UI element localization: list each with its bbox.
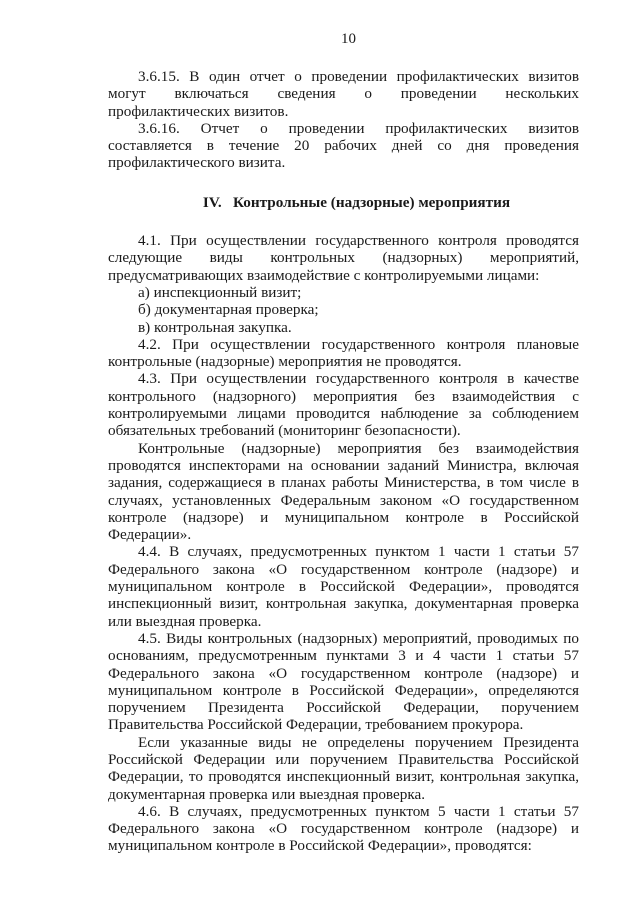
list-item: в) контрольная закупка.: [138, 318, 292, 336]
paragraph-3-6-15: 3.6.15. В один отчет о проведении профилактических визитов могут включаться сведения о проведении нескольких профилактических визитов.: [108, 68, 579, 120]
paragraph-4-5-continued: Если указанные виды не определены поручением Президента Российской Федерации или поручением Правительства Российской Федерации, то проводятся инспекционный визит, контрольная закупка, документарная проверка или выездная проверка.: [108, 733, 579, 803]
paragraph-4-1: 4.1. При осуществлении государственного контроля проводятся следующие виды контрольных (надзорных) мероприятий, предусматривающих взаимодействие с контролируемыми лицами:: [108, 232, 579, 284]
paragraph-4-2: 4.2. При осуществлении государственного контроля плановые контрольные (надзорные) мероприятия не проводятся.: [108, 335, 579, 371]
paragraph-4-4: 4.4. В случаях, предусмотренных пунктом 1 части 1 статьи 57 Федерального закона «О государственном контроле (надзоре) и муниципальном контроле в Российской Федерации», проводятся инспекционный визит, контрольная закупка, документарная проверка или выездная проверка.: [108, 543, 579, 630]
paragraph-4-5: 4.5. Виды контрольных (надзорных) мероприятий, проводимых по основаниям, предусмотренным пунктами 3 и 4 части 1 статьи 57 Федерального закона «О государственном контроле (надзоре) и муниципальном контроле в Российской Федерации», определяются поручением Президента Российской Федерации, поручением Правительства Российской Федерации, требованием прокурора.: [108, 629, 579, 734]
page-number: 10: [341, 31, 356, 47]
paragraph-3-6-16: 3.6.16. Отчет о проведении профилактических визитов составляется в течение 20 рабочих дней со дня проведения профилактического визита.: [108, 119, 579, 172]
section-heading: IV. Контрольные (надзорные) мероприятия: [202, 193, 511, 211]
list-item: а) инспекционный визит;: [138, 283, 302, 301]
paragraph-4-6: 4.6. В случаях, предусмотренных пунктом 5 части 1 статьи 57 Федерального закона «О государственном контроле (надзоре) и муниципальном контроле в Российской Федерации», проводятся:: [108, 802, 579, 855]
list-item: б) документарная проверка;: [138, 301, 319, 319]
paragraph-4-3: 4.3. При осуществлении государственного контроля в качестве контрольного (надзорного) мероприятия без взаимодействия с контролируемыми лицами проводится наблюдение за соблюдением обязательных требований (мониторинг безопасности).: [108, 370, 579, 440]
paragraph-4-3-continued: Контрольные (надзорные) мероприятия без взаимодействия проводятся инспекторами на основании заданий Министра, включая задания, содержащиеся в планах работы Министерства, в том числе в случаях, установленных Федеральным законом «О государственном контроле (надзоре) и муниципальном контроле в Российской Федерации».: [108, 439, 579, 544]
